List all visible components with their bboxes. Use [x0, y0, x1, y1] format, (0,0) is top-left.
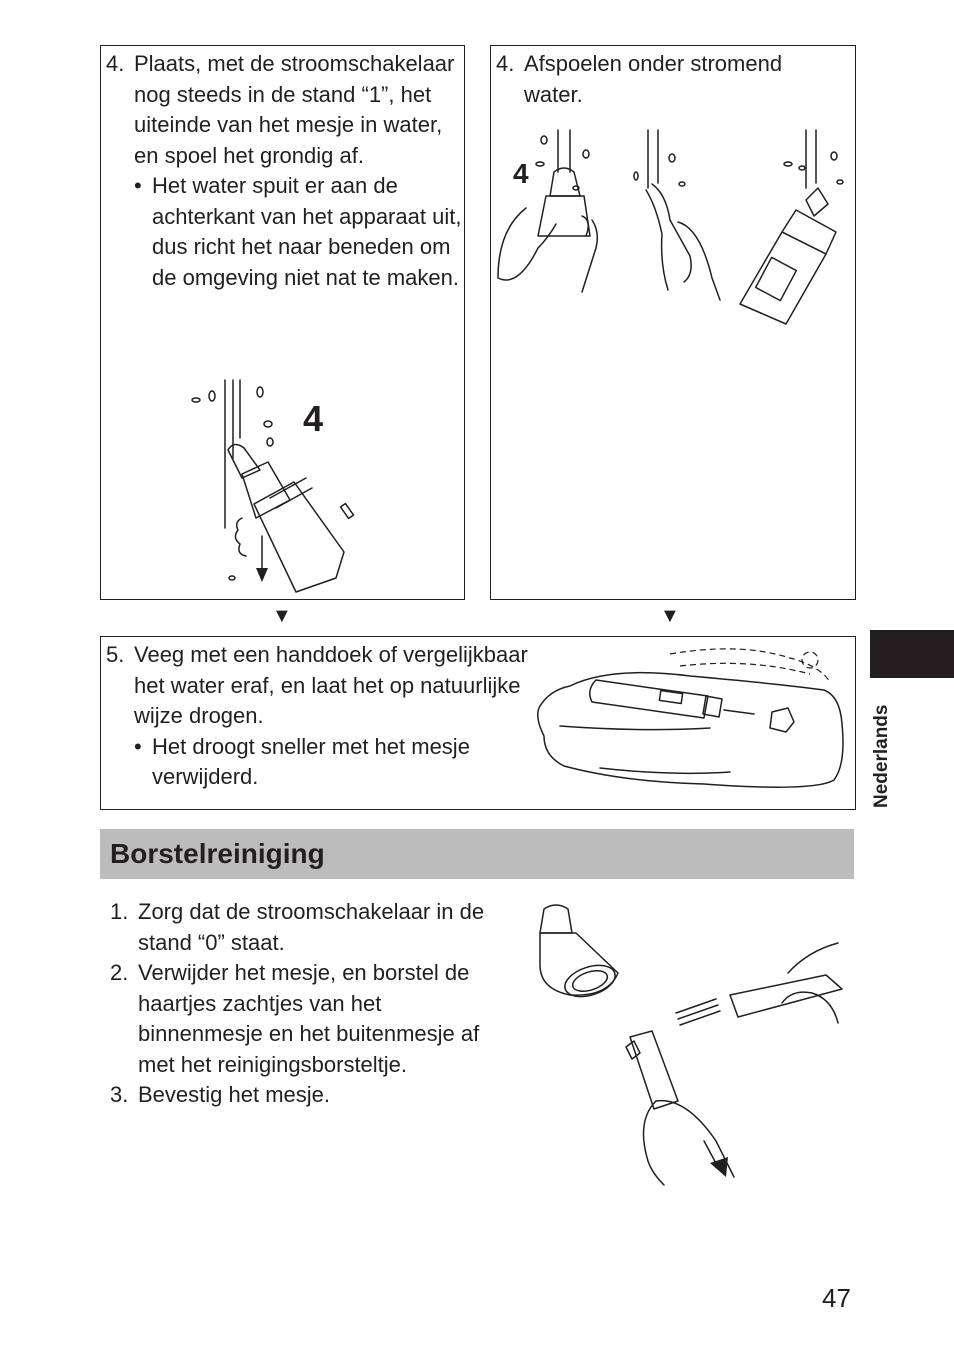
brush-cleaning-illustration: [530, 895, 846, 1185]
step-text: Afspoelen onder stromend water.: [524, 51, 783, 107]
rinse-under-tap-illustration: [496, 128, 852, 303]
step-number: 4.: [106, 51, 125, 76]
step-number: 4.: [496, 51, 515, 76]
language-tab: [870, 630, 954, 678]
step-number: 2.: [110, 960, 129, 985]
figure-label: 4: [303, 398, 324, 439]
bullet-marker: •: [134, 173, 142, 198]
step-number: 3.: [110, 1082, 129, 1107]
step-number: 1.: [110, 899, 129, 924]
trimmer-rinse-illustration: [180, 378, 390, 588]
section-header: [100, 829, 854, 879]
step-4-text-block: [106, 49, 462, 293]
step-5-text-block: [106, 640, 540, 793]
language-label: Nederlands: [871, 704, 892, 808]
step-number: 5.: [106, 642, 125, 667]
figure-label: 4: [513, 158, 529, 189]
bullet-text: Het water spuit er aan de achterkant van het apparaat uit, dus richt het naar beneden om de omgeving niet nat te maken.: [152, 173, 462, 290]
step-text: Zorg dat de stroomschakelaar in de stand “0” staat.: [138, 899, 485, 955]
list-item: [110, 897, 506, 958]
list-item: [110, 958, 506, 1080]
section-title: Borstelreiniging: [110, 838, 325, 869]
flow-arrow-down-right: ▼: [660, 605, 680, 627]
step-text: Veeg met een handdoek of vergelijkbaar het water eraf, en laat het op natuurlijke wijze drogen.: [134, 642, 528, 728]
step-text: Plaats, met de stroomschakelaar nog steeds in de stand “1”, het uiteinde van het mesje in water, en spoel het grondig af.: [134, 51, 455, 168]
towel-drying-illustration: [540, 644, 846, 804]
bullet-text: Het droogt sneller met het mesje verwijderd.: [152, 733, 470, 789]
flow-arrow-down-left: ▼: [272, 605, 292, 627]
rinse-text-block: [496, 49, 816, 110]
list-item: [110, 1080, 506, 1111]
brush-steps-list: [110, 897, 506, 1111]
step-text: Bevestig het mesje.: [138, 1082, 330, 1107]
step-text: Verwijder het mesje, en borstel de haartjes zachtjes van het binnenmesje en het buitenmesje af met het reinigingsborsteltje.: [138, 960, 480, 1077]
bullet-marker: •: [134, 733, 142, 759]
page-number: 47: [822, 1283, 851, 1313]
